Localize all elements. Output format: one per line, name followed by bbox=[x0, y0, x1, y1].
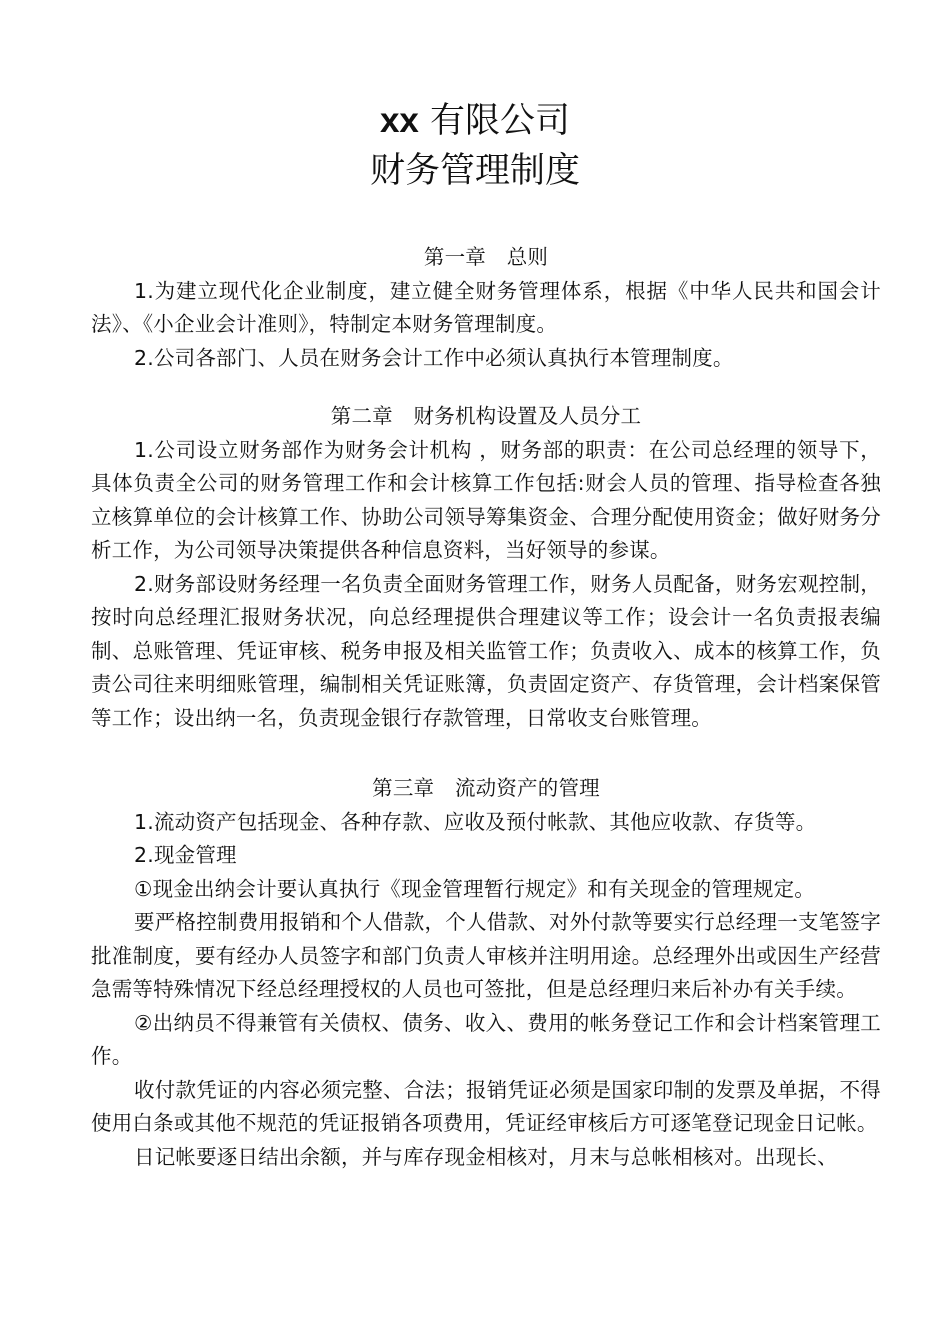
chapter-3-paragraph-5: ②出纳员不得兼管有关债权、债务、收入、费用的帐务登记工作和会计档案管理工作。 bbox=[91, 1010, 881, 1068]
document-body bbox=[91, 241, 881, 1174]
chapter-3-paragraph-2: 2.现金管理 bbox=[134, 843, 237, 867]
chapter-3-paragraph-1: 1.流动资产包括现金、各种存款、应收及预付帐款、其他应收款、存货等。 bbox=[134, 809, 817, 834]
chapter-3-paragraph-4: 要严格控制费用报销和个人借款，个人借款、对外付款等要实行总经理一支笔签字批准制度，要有经办人员签字和部门负责人审核并注明用途。总经理外出或因生产经营急需等特殊情况下经总经理授权的人员也可签批，但是总经理归来后补办有关手续。 bbox=[91, 910, 881, 1001]
chapter-1-paragraph-2: 2.公司各部门、人员在财务会计工作中必须认真执行本管理制度。 bbox=[134, 345, 734, 370]
chapter-3-paragraph-6: 收付款凭证的内容必须完整、合法；报销凭证必须是国家印制的发票及单据，不得使用白条或其他不规范的凭证报销各项费用，凭证经审核后方可逐笔登记现金日记帐。 bbox=[91, 1077, 881, 1135]
chapter-2-paragraph-1: 1.公司设立财务部作为财务会计机构 ，财务部的职责：在公司总经理的领导下，具体负责全公司的财务管理工作和会计核算工作包括:财会人员的管理、指导检查各独立核算单位的会计核算工作、协助公司领导筹集资金、合理分配使用资金；做好财务分析工作，为公司领导决策提供各种信息资料，当好领导的参谋。 bbox=[91, 437, 881, 562]
chapter-3-paragraph-3: ①现金出纳会计要认真执行《现金管理暂行规定》和有关现金的管理规定。 bbox=[134, 876, 815, 901]
spacer bbox=[91, 375, 881, 400]
chapter-2-paragraph-2: 2.财务部设财务经理一名负责全面财务管理工作，财务人员配备，财务宏观控制，按时向总经理汇报财务状况，向总经理提供合理建议等工作；设会计一名负责报表编制、总账管理、凭证审核、税务申报及相关监管工作；负责收入、成本的核算工作，负责公司往来明细账管理，编制相关凭证账簿，负责固定资产、存货管理，会计档案保管等工作；设出纳一名，负责现金银行存款管理，日常收支台账管理。 bbox=[91, 571, 881, 730]
company-prefix: xx bbox=[379, 101, 419, 140]
company-name-rest: 有限公司 bbox=[430, 101, 571, 141]
document-subtitle: 财务管理制度 bbox=[369, 151, 580, 191]
chapter-1-heading: 第一章 总则 bbox=[423, 245, 549, 269]
company-name bbox=[0, 96, 950, 146]
chapter-3-heading: 第三章 流动资产的管理 bbox=[372, 776, 600, 800]
document-title bbox=[0, 96, 950, 196]
spacer bbox=[91, 735, 881, 772]
chapter-2-heading: 第二章 财务机构设置及人员分工 bbox=[330, 404, 642, 428]
chapter-1-paragraph-1: 1.为建立现代化企业制度，建立健全财务管理体系，根据《中华人民共和国会计法》、《小企业会计准则》，特制定本财务管理制度。 bbox=[91, 278, 881, 336]
chapter-3-paragraph-7: 日记帐要逐日结出余额，并与库存现金相核对，月末与总帐相核对。出现长、 bbox=[134, 1144, 838, 1169]
